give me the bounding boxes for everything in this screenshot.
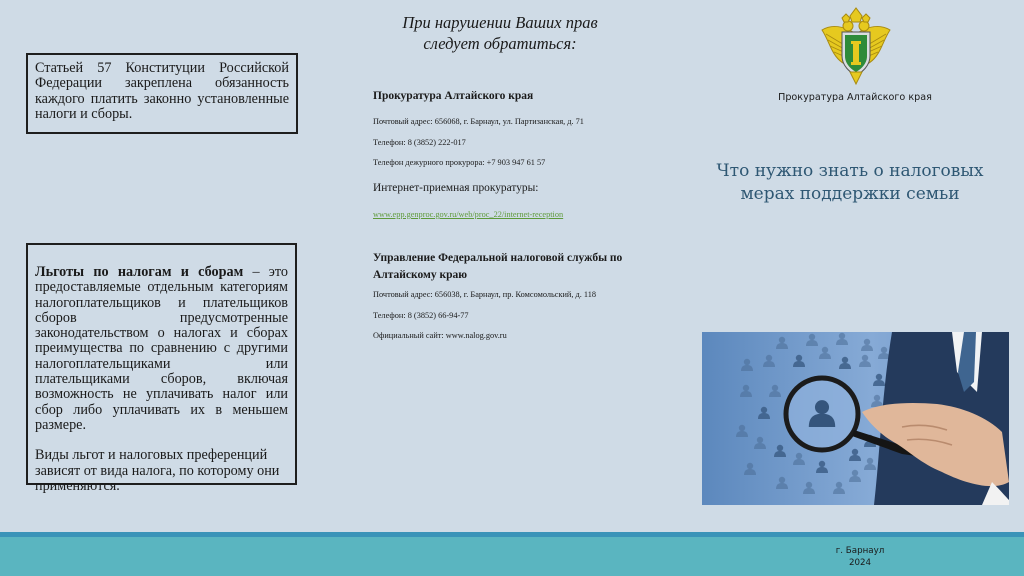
tax-service-site: Официальный сайт: www.nalog.gov.ru [373, 331, 507, 340]
reception-label: Интернет-приемная прокуратуры: [373, 182, 539, 194]
tax-service-phone: Телефон: 8 (3852) 66-94-77 [373, 311, 469, 320]
tax-benefits-definition-text: – это предоставляемые отдельным категориям налогоплательщиков и плательщиков сборов предусмотренные законодательством о налогах и сборах преимущества по сравнению с другими налогоплательщиками или плательщиками сборов, включая возможность не уплачивать налог или сбор либо уплачивать их в меньшем размере. [35, 264, 288, 433]
footer-city: г. Барнаул [835, 546, 885, 556]
magnifier-search-photo [702, 332, 1009, 505]
constitution-note-text: Статьей 57 Конституции Российской Федерации закреплена обязанность каждого платить законно установленные налоги и сборы. [35, 60, 289, 122]
tax-service-title [373, 250, 622, 284]
tax-service-title-line2: Алтайскому краю [373, 269, 468, 281]
tax-service-title-line1: Управление Федеральной налоговой службы по [373, 252, 623, 264]
constitution-note-box [26, 53, 298, 134]
footer-year: 2024 [848, 558, 872, 568]
tax-benefits-note: Виды льгот и налоговых преференций зависят от вида налога, по которому они применяются. [35, 447, 280, 494]
tax-service-address: Почтовый адрес: 656038, г. Барнаул, пр. Комсомольский, д. 118 [373, 290, 597, 299]
reception-link[interactable]: www.epp.genproc.gov.ru/web/proc_22/internet-reception [373, 210, 564, 219]
tax-benefits-definition [35, 265, 288, 433]
contact-heading [360, 12, 640, 54]
prosecutor-address: Почтовый адрес: 656068, г. Барнаул, ул. Партизанская, д. 71 [373, 117, 584, 126]
prosecutor-phone: Телефон: 8 (3852) 222-017 [373, 138, 466, 147]
tax-benefits-box [26, 243, 297, 494]
contact-heading-line1: При нарушении Ваших прав [402, 13, 598, 32]
brochure-title-line1: Что нужно знать о налоговых [716, 161, 984, 181]
prosecutor-title: Прокуратура Алтайского края [373, 90, 534, 102]
contact-heading-line2: следует обратиться: [423, 34, 577, 53]
tax-benefits-term: Льготы по налогам и сборам [35, 264, 244, 280]
brochure-title-line2: мерах поддержки семьи [740, 184, 960, 204]
prosecutor-org-label: Прокуратура Алтайского края [778, 92, 932, 103]
footer-text [800, 545, 920, 569]
prosecutor-emblem-icon [820, 6, 892, 86]
footer-bar [0, 537, 1024, 576]
prosecutor-duty-phone: Телефон дежурного прокурора: +7 903 947 61 57 [373, 158, 546, 167]
brochure-title [690, 160, 1010, 206]
